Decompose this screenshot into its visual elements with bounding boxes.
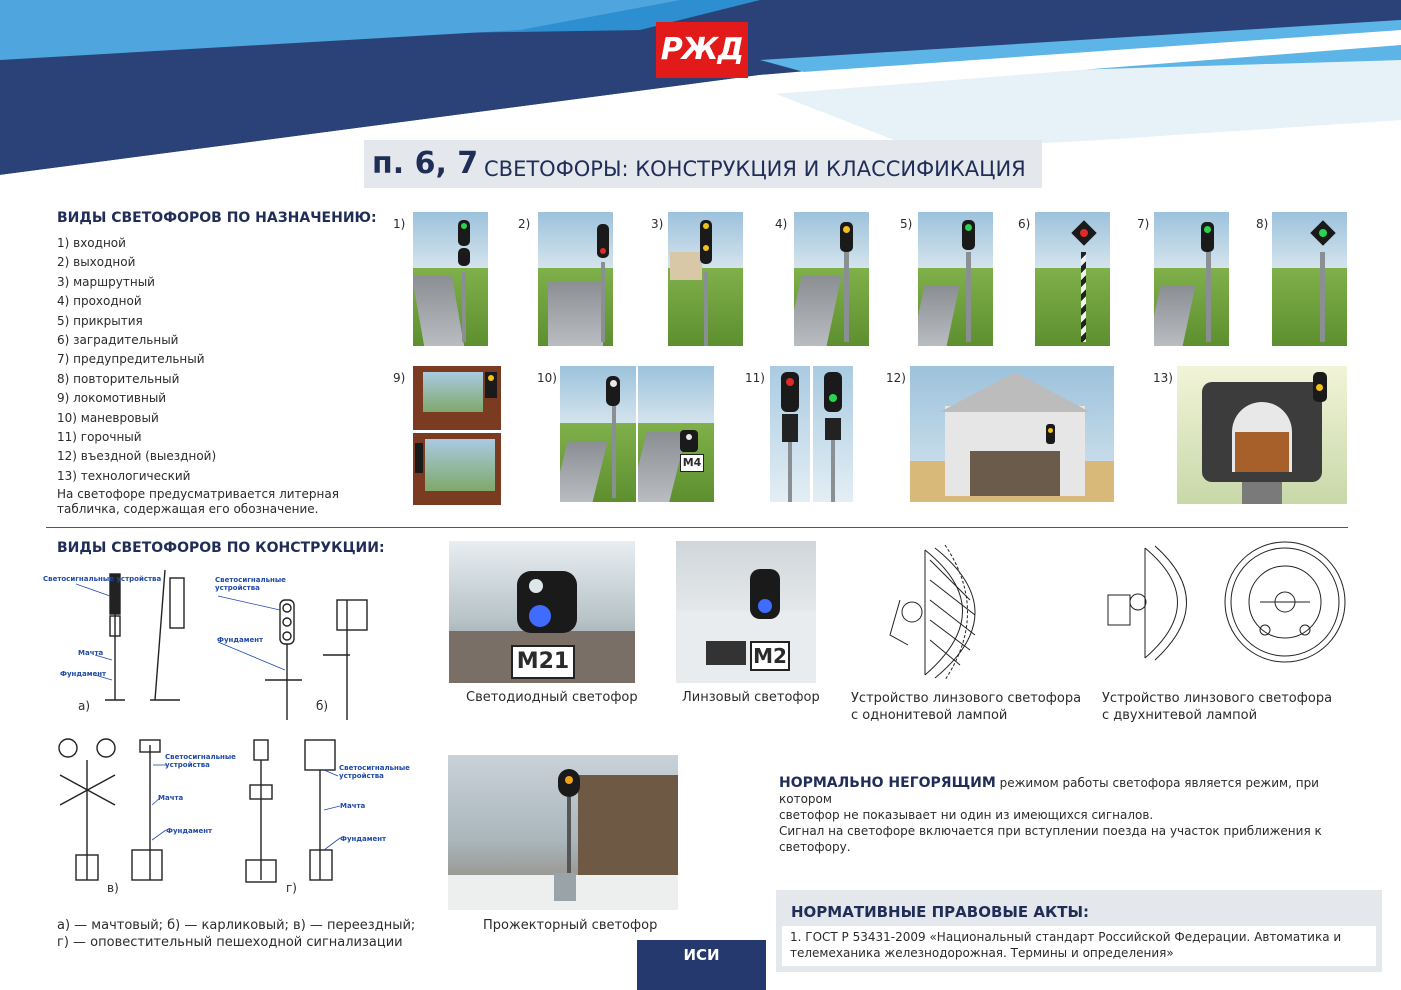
normal-dark-text [779, 775, 1369, 855]
photo-label-8: 8) [1256, 217, 1269, 231]
diagram-label-b: б) [316, 699, 329, 713]
acts-heading: НОРМАТИВНЫЕ ПРАВОВЫЕ АКТЫ: [791, 903, 1090, 921]
construction-legend-2: г) — оповестительный пешеходной сигнализации [57, 935, 403, 950]
list-item: 12) въездной (выездной) [57, 449, 217, 464]
caption-lens: Линзовый светофор [682, 690, 820, 705]
label-signal-devices-a: Светосигнальные устройства [43, 575, 162, 583]
signal-photo-cover [918, 212, 993, 346]
label-foundation-g: Фундамент [340, 835, 387, 843]
footer-tab-label: ИСИ [683, 946, 720, 964]
signal-photo-shunting-2 [638, 366, 714, 502]
list-item: 8) повторительный [57, 371, 180, 386]
label-foundation-v: Фундамент [166, 827, 213, 835]
construction-heading: ВИДЫ СВЕТОФОРОВ ПО КОНСТРУКЦИИ: [57, 540, 385, 556]
list-item: 11) горочный [57, 430, 142, 445]
label-signal-devices-g: Светосигнальные устройства [339, 764, 410, 780]
purpose-note: На светофоре предусматривается литерная табличка, содержащая его обозначение. [57, 487, 339, 516]
led-signal-photo [449, 541, 635, 683]
signal-photo-hump-2 [813, 366, 853, 502]
rzd-logo-text: РЖД [660, 32, 744, 67]
photo-label-3: 3) [651, 217, 664, 231]
signal-photo-exit [538, 212, 613, 346]
label-mast-v: Мачта [158, 794, 184, 802]
caption-searchlight: Прожекторный светофор [483, 918, 658, 933]
diagram-label-g: г) [286, 881, 297, 895]
signal-photo-entry [413, 212, 488, 346]
photo-label-2: 2) [518, 217, 531, 231]
label-foundation-b: Фундамент [217, 636, 264, 644]
purpose-heading: ВИДЫ СВЕТОФОРОВ ПО НАЗНАЧЕНИЮ: [57, 210, 377, 226]
diagram-label-a: а) [78, 699, 91, 713]
signal-photo-cab-2 [413, 433, 501, 505]
signal-photo-barrier [1035, 212, 1110, 346]
photo-label-5: 5) [900, 217, 913, 231]
signal-photo-technological [1177, 366, 1347, 504]
label-mast-g: Мачта [340, 802, 366, 810]
page-title: СВЕТОФОРЫ: КОНСТРУКЦИЯ И КЛАССИФИКАЦИЯ [484, 157, 1026, 181]
normal-dark-text-1: режимом работы светофора является режим, при котором [779, 776, 1319, 806]
label-foundation-a: Фундамент [60, 670, 107, 678]
list-item: 7) предупредительный [57, 352, 205, 367]
diagram-label-v: в) [107, 881, 119, 895]
purpose-list [57, 234, 216, 486]
construction-diagrams [40, 560, 420, 900]
photo-label-7: 7) [1137, 217, 1150, 231]
list-item: 9) локомотивный [57, 391, 167, 406]
lens-device-single-drawing [880, 540, 1010, 685]
plate-m21: М21 [511, 645, 575, 679]
photo-label-13: 13) [1153, 371, 1173, 385]
caption-lens-single-1: Устройство линзового светофора [851, 691, 1082, 706]
page-title-number: п. 6, 7 [372, 146, 479, 181]
acts-item-1-line-2: телемеханика железнодорожная. Термины и определения» [790, 946, 1174, 960]
signal-photo-warning [1154, 212, 1229, 346]
list-item: 5) прикрытия [57, 313, 143, 328]
list-item: 2) выходной [57, 255, 136, 270]
caption-lens-single-2: с однонитевой лампой [851, 708, 1008, 723]
label-mast-a: Мачта [78, 649, 104, 657]
photo-label-12: 12) [886, 371, 906, 385]
signal-photo-repeater [1272, 212, 1347, 346]
signal-photo-block [794, 212, 869, 346]
photo-label-4: 4) [775, 217, 788, 231]
label-signal-devices-v: Светосигнальные устройства [165, 753, 236, 769]
list-item: 10) маневровый [57, 410, 159, 425]
searchlight-signal-photo [448, 755, 678, 910]
signal-photo-depot [910, 366, 1114, 502]
signal-photo-cab-1 [413, 366, 501, 430]
caption-lens-double-2: с двухнитевой лампой [1102, 708, 1258, 723]
signal-photo-hump-1 [770, 366, 810, 502]
caption-led: Светодиодный светофор [466, 690, 638, 705]
construction-legend-1: а) — мачтовый; б) — карликовый; в) — переездный; [57, 918, 416, 933]
photo-label-11: 11) [745, 371, 765, 385]
section-divider [46, 527, 1348, 528]
photo-label-1: 1) [393, 217, 406, 231]
list-item: 13) технологический [57, 468, 191, 483]
normal-dark-text-3: Сигнал на светофоре включается при вступлении поезда на участок приближения к светофору. [779, 824, 1322, 854]
list-item: 3) маршрутный [57, 274, 155, 289]
caption-lens-double-1: Устройство линзового светофора [1102, 691, 1333, 706]
acts-item-1-line-1: 1. ГОСТ Р 53431-2009 «Национальный стандарт Российской Федерации. Автоматика и [790, 930, 1342, 944]
normal-dark-text-2: светофор не показывает ни один из имеющихся сигналов. [779, 808, 1154, 822]
photo-label-10: 10) [537, 371, 557, 385]
signal-photo-shunting-1 [560, 366, 636, 502]
signal-photo-route [668, 212, 743, 346]
list-item: 1) входной [57, 236, 126, 250]
lens-signal-photo [676, 541, 816, 683]
list-item: 6) заградительный [57, 333, 179, 348]
lens-device-double-drawing [1100, 540, 1350, 665]
photo-label-6: 6) [1018, 217, 1031, 231]
list-item: 4) проходной [57, 294, 142, 309]
label-signal-devices-b: Светосигнальные устройства [215, 576, 286, 592]
normal-dark-bold: НОРМАЛЬНО НЕГОРЯЩИМ [779, 775, 996, 791]
photo-label-9: 9) [393, 371, 406, 385]
plate-m4: М4 [680, 454, 704, 472]
plate-m2: М2 [750, 641, 790, 671]
